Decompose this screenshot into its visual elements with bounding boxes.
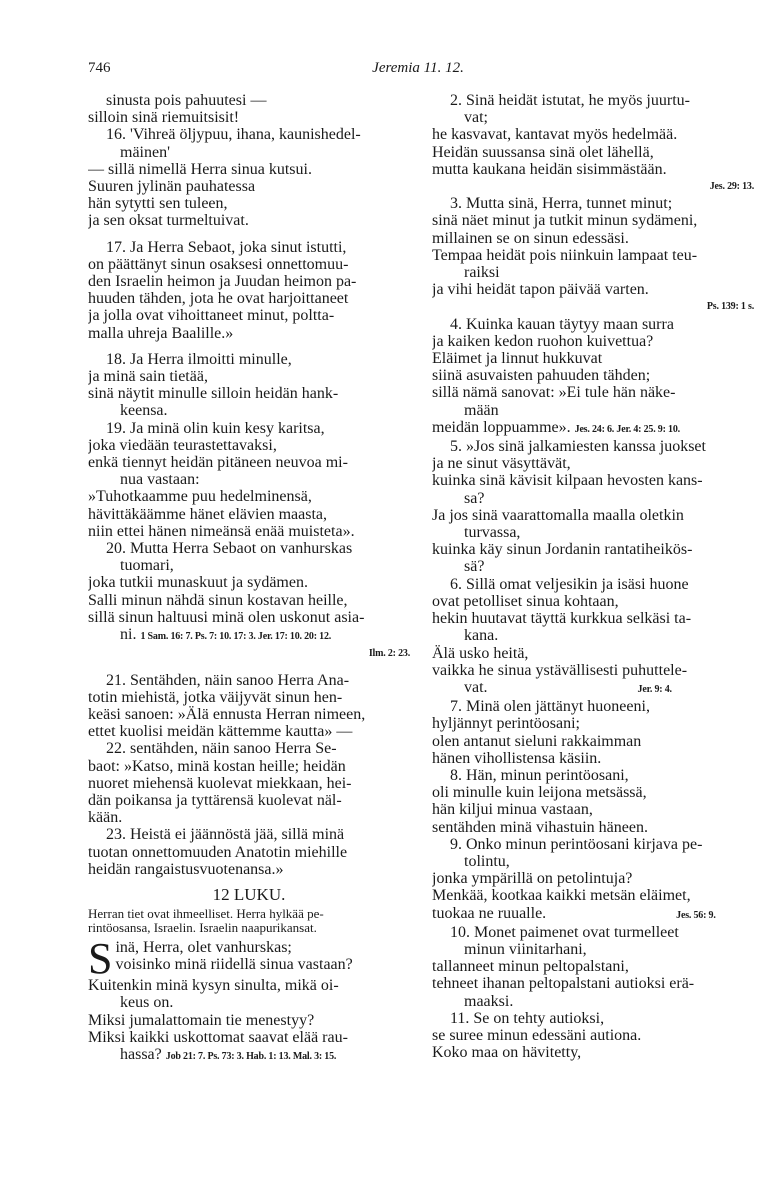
text-line: voisinko minä riidellä sinua vastaan? bbox=[115, 956, 353, 974]
text-line bbox=[88, 1046, 410, 1065]
text-line: nua vastaan: bbox=[120, 471, 200, 489]
chapter-summary: Herran tiet ovat ihmeelliset. Herra hylkää pe- bbox=[88, 907, 324, 922]
running-title: Jeremia 11. 12. bbox=[372, 60, 464, 76]
text-line: olen antanut sieluni rakkaimman bbox=[432, 732, 642, 750]
text-fragment: ni. bbox=[120, 626, 137, 644]
text-line: ettet kuolisi meidän kättemme kautta» — bbox=[88, 723, 353, 741]
text-line: — sillä nimellä Herra sinua kutsui. bbox=[88, 160, 312, 178]
text-line: 6. Sillä omat veljesikin ja isäsi huone bbox=[450, 575, 689, 593]
text-line: hän kiljui minua vastaan, bbox=[432, 801, 593, 819]
text-line: Älä usko heitä, bbox=[432, 644, 529, 662]
text-line: Heidän suussansa sinä olet lähellä, bbox=[432, 143, 654, 161]
text-line: den Israelin heimon ja Juudan heimon pa- bbox=[88, 273, 357, 291]
text-line: raiksi bbox=[464, 264, 500, 282]
text-line: 22. sentähden, näin sanoo Herra Se- bbox=[106, 740, 337, 758]
text-line: kuinka käy sinun Jordanin rantatiheikös- bbox=[432, 541, 693, 559]
text-line: mutta kaukana heidän sisimmästään. bbox=[432, 160, 667, 178]
text-line: dän poikansa ja tyttärensä kuolevat näl- bbox=[88, 791, 342, 809]
text-fragment: tuokaa ne ruualle. bbox=[432, 904, 547, 922]
text-line: minun viinitarhani, bbox=[464, 940, 587, 958]
right-column bbox=[432, 92, 754, 1061]
text-line: tuotan onnettomuuden Anatotin miehille bbox=[88, 843, 348, 861]
text-line: he kasvavat, kantavat myös hedelmää. bbox=[432, 126, 678, 144]
text-line: keensa. bbox=[120, 402, 168, 420]
text-line: 21. Sentähden, näin sanoo Herra Ana- bbox=[106, 671, 350, 689]
text-line: se suree minun edessäni autiona. bbox=[432, 1026, 642, 1044]
text-line: tallanneet minun peltopalstani, bbox=[432, 958, 629, 976]
text-line: sä? bbox=[464, 558, 485, 576]
text-line: Salli minun nähdä sinun kostavan heille, bbox=[88, 591, 348, 609]
text-line: 20. Mutta Herra Sebaot on vanhurskas bbox=[106, 540, 353, 558]
text-line: ja sen oksat turmeltuivat. bbox=[88, 212, 249, 230]
text-line: Miksi jumalattomain tie menestyy? bbox=[88, 1011, 315, 1029]
text-line bbox=[88, 626, 410, 645]
text-line: hänen vihollistensa käsiin. bbox=[432, 749, 602, 767]
chapter-summary: rintöosansa, Israelin. Israelin naapurikansat. bbox=[88, 921, 317, 936]
text-line: sa? bbox=[464, 489, 485, 507]
cross-reference: Job 21: 7. Ps. 73: 3. Hab. 1: 13. Mal. 3: 15. bbox=[165, 1050, 337, 1062]
text-line: on päättänyt sinun osaksesi onnettomuu- bbox=[88, 255, 349, 273]
chapter-opening bbox=[88, 934, 410, 984]
text-line: ja kaiken kedon ruohon kuivettua? bbox=[432, 332, 654, 350]
text-line: turvassa, bbox=[464, 524, 521, 542]
text-line: Miksi kaikki uskottomat saavat elää rau- bbox=[88, 1028, 348, 1046]
text-line: 7. Minä olen jättänyt huoneeni, bbox=[450, 698, 650, 716]
cross-reference: Jer. 9: 4. bbox=[637, 683, 672, 695]
text-line: Kuitenkin minä kysyn sinulta, mikä oi- bbox=[88, 977, 339, 995]
text-line bbox=[432, 679, 754, 698]
cross-reference: Jes. 24: 6. Jer. 4: 25. 9: 10. bbox=[574, 423, 680, 435]
text-line: Ja jos sinä vaarattomalla maalla oletkin bbox=[432, 506, 684, 524]
text-line: enkä tiennyt heidän pitäneen neuvoa mi- bbox=[88, 454, 348, 472]
cross-reference: Jes. 56: 9. bbox=[676, 909, 716, 921]
text-line: kana. bbox=[464, 627, 499, 645]
text-line: sillä sinun haltuusi minä olen uskonut asia- bbox=[88, 608, 365, 626]
text-fragment: meidän loppuamme». bbox=[432, 418, 571, 436]
text-line: 4. Kuinka kauan täytyy maan surra bbox=[450, 315, 674, 333]
text-line: malla uhreja Baalille.» bbox=[88, 324, 234, 342]
text-line: sentähden minä vihastuin häneen. bbox=[432, 818, 648, 836]
text-line: kuinka sinä kävisit kilpaan hevosten kans- bbox=[432, 472, 703, 490]
text-line: 23. Heistä ei jäännöstä jää, sillä minä bbox=[106, 826, 345, 844]
text-line: inä, Herra, olet vanhurskas; bbox=[115, 939, 292, 957]
text-line: hekin huutavat täyttä kurkkua selkäsi ta- bbox=[432, 610, 692, 628]
text-line: hävittäkäämme hänet elävien maasta, bbox=[88, 505, 327, 523]
text-line: sillä nämä sanovat: »Ei tule hän näke- bbox=[432, 384, 676, 402]
text-line: keäsi sanoen: »Älä ennusta Herran nimeen, bbox=[88, 705, 366, 723]
text-line: ovat petolliset sinua kohtaan, bbox=[432, 592, 619, 610]
text-line: ja jolla ovat vihoittaneet minut, poltta- bbox=[88, 307, 335, 325]
cross-reference: Jes. 29: 13. bbox=[709, 181, 754, 193]
text-fragment: hassa? bbox=[120, 1045, 162, 1063]
text-line: kään. bbox=[88, 809, 123, 827]
cross-reference: Ilm. 2: 23. bbox=[368, 648, 410, 660]
cross-reference: Ps. 139: 1 s. bbox=[706, 301, 754, 313]
page-number: 746 bbox=[88, 60, 111, 76]
text-line: vaikka he sinua ystävällisesti puhuttele- bbox=[432, 661, 688, 679]
text-line: 5. »Jos sinä jalkamiesten kanssa juokset bbox=[450, 438, 706, 456]
text-line: niin ettei hänen nimeänsä enää muisteta». bbox=[88, 522, 355, 540]
text-line: 18. Ja Herra ilmoitti minulle, bbox=[106, 350, 292, 368]
text-line: nuoret miehensä kuolevat miekkaan, hei- bbox=[88, 774, 352, 792]
text-line: sinä näytit minulle silloin heidän hank- bbox=[88, 385, 339, 403]
text-line: Tempaa heidät pois niinkuin lampaat teu- bbox=[432, 246, 698, 264]
text-line: millainen se on sinun edessäsi. bbox=[432, 229, 629, 247]
text-line: 11. Se on tehty autioksi, bbox=[450, 1009, 605, 1027]
text-line: Eläimet ja linnut hukkuvat bbox=[432, 350, 603, 368]
text-line bbox=[432, 905, 754, 924]
text-line: 17. Ja Herra Sebaot, joka sinut istutti, bbox=[106, 238, 347, 256]
text-line: maaksi. bbox=[464, 992, 514, 1010]
text-line: joka viedään teurastettavaksi, bbox=[88, 436, 277, 454]
text-line: huuden tähden, jota he ovat harjoittaneet bbox=[88, 290, 349, 308]
text-line: mäinen' bbox=[120, 143, 170, 161]
text-line: Suuren jylinän pauhatessa bbox=[88, 178, 256, 196]
text-line: Menkää, kootkaa kaikki metsän eläimet, bbox=[432, 887, 691, 905]
text-line: 10. Monet paimenet ovat turmelleet bbox=[450, 923, 679, 941]
text-line: tolintu, bbox=[464, 852, 510, 870]
text-line: 8. Hän, minun perintöosani, bbox=[450, 766, 629, 784]
text-line: hyljännyt perintöosani; bbox=[432, 715, 580, 733]
text-line: ja ne sinut väsyttävät, bbox=[432, 455, 571, 473]
text-line: joka tutkii munaskuut ja sydämen. bbox=[88, 574, 308, 592]
text-line: Koko maa on hävitetty, bbox=[432, 1044, 582, 1062]
text-line bbox=[432, 419, 754, 438]
text-fragment: vat. bbox=[464, 678, 488, 696]
text-line: siinä asuvaisten pahuuden tähden; bbox=[432, 367, 651, 385]
text-line: 2. Sinä heidät istutat, he myös juurtu- bbox=[450, 92, 690, 109]
page-header bbox=[88, 60, 748, 82]
drop-cap: S bbox=[88, 934, 113, 984]
cross-reference: 1 Sam. 16: 7. Ps. 7: 10. 17: 3. Jer. 17: 10. 20: 12. bbox=[140, 631, 332, 643]
text-line: jonka ympärillä on petolintuja? bbox=[432, 870, 633, 888]
text-line: sinusta pois pahuutesi — bbox=[106, 92, 267, 109]
text-line: totin miehistä, jotka väijyvät sinun hen- bbox=[88, 688, 343, 706]
left-column bbox=[88, 92, 410, 1065]
text-line: 19. Ja minä olin kuin kesy karitsa, bbox=[106, 419, 325, 437]
text-line: heidän rangaistusvuotenansa.» bbox=[88, 860, 284, 878]
text-line: mään bbox=[464, 401, 499, 419]
text-line: keus on. bbox=[120, 994, 174, 1012]
text-line: tuomari, bbox=[120, 557, 174, 575]
text-line: baot: »Katso, minä kostan heille; heidän bbox=[88, 757, 346, 775]
text-line: oli minulle kuin leijona metsässä, bbox=[432, 784, 647, 802]
text-line: 3. Mutta sinä, Herra, tunnet minut; bbox=[450, 195, 673, 213]
text-line: ja minä sain tietää, bbox=[88, 368, 208, 386]
text-line: vat; bbox=[464, 109, 488, 127]
text-line: tehneet ihanan peltopalstani autioksi erä- bbox=[432, 975, 695, 993]
text-line: »Tuhotkaamme puu hedelminensä, bbox=[88, 488, 312, 506]
text-line: hän sytytti sen tuleen, bbox=[88, 195, 228, 213]
text-line: 9. Onko minun perintöosani kirjava pe- bbox=[450, 835, 703, 853]
text-line: 16. 'Vihreä öljypuu, ihana, kaunishedel- bbox=[106, 126, 361, 144]
text-line: sinä näet minut ja tutkit minun sydämeni, bbox=[432, 212, 698, 230]
text-line: ja vihi heidät tapon päivää varten. bbox=[432, 281, 649, 299]
text-line: silloin sinä riemuitsisit! bbox=[88, 109, 240, 127]
chapter-heading: 12 LUKU. bbox=[212, 884, 286, 904]
